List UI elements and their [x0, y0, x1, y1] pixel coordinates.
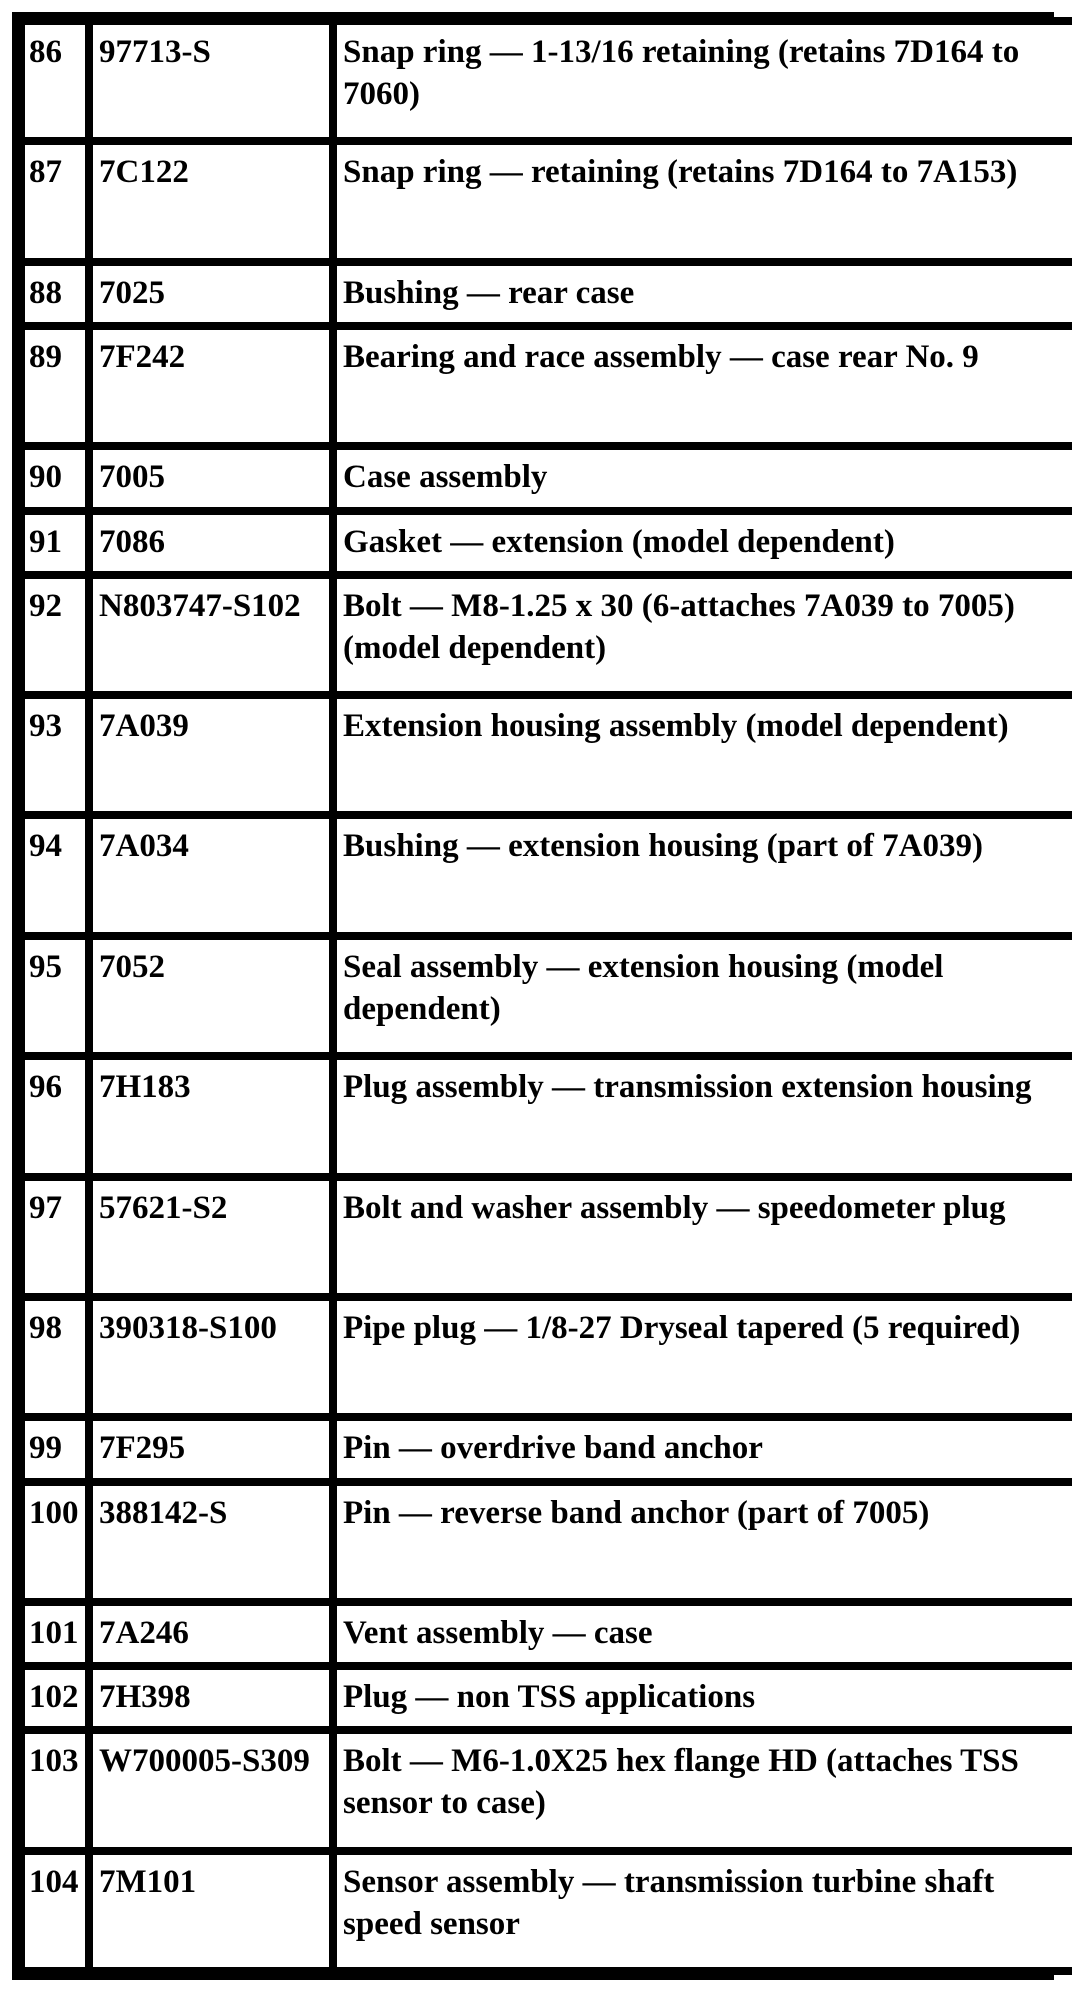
item-number-cell: 93	[25, 699, 85, 811]
table-row	[25, 1606, 1072, 1662]
part-number-cell: 7H398	[93, 1670, 329, 1726]
item-number-cell: 89	[25, 330, 85, 442]
item-number-cell: 92	[25, 579, 85, 691]
description-cell: Snap ring — retaining (retains 7D164 to 7A153)	[337, 145, 1072, 257]
parts-table	[17, 17, 1072, 1975]
part-number-cell: 7086	[93, 515, 329, 571]
description-cell: Bolt — M8-1.25 x 30 (6-attaches 7A039 to 7005) (model dependent)	[337, 579, 1072, 691]
part-number-cell: 7A034	[93, 819, 329, 931]
item-number-cell: 94	[25, 819, 85, 931]
description-cell: Plug — non TSS applications	[337, 1670, 1072, 1726]
part-number-cell: 7005	[93, 450, 329, 506]
table-row	[25, 699, 1072, 811]
part-number-cell: 388142-S	[93, 1486, 329, 1598]
description-cell: Bearing and race assembly — case rear No. 9	[337, 330, 1072, 442]
table-row	[25, 1855, 1072, 1967]
item-number-cell: 86	[25, 25, 85, 137]
description-cell: Bushing — rear case	[337, 266, 1072, 322]
item-number-cell: 88	[25, 266, 85, 322]
item-number-cell: 95	[25, 940, 85, 1052]
table-row	[25, 1486, 1072, 1598]
part-number-cell: 7A039	[93, 699, 329, 811]
part-number-cell: 390318-S100	[93, 1301, 329, 1413]
table-row	[25, 330, 1072, 442]
table-row	[25, 819, 1072, 931]
item-number-cell: 102	[25, 1670, 85, 1726]
description-cell: Bolt — M6-1.0X25 hex flange HD (attaches TSS sensor to case)	[337, 1734, 1072, 1846]
part-number-cell: 7M101	[93, 1855, 329, 1967]
description-cell: Pin — reverse band anchor (part of 7005)	[337, 1486, 1072, 1598]
part-number-cell: N803747-S102	[93, 579, 329, 691]
description-cell: Bolt and washer assembly — speedometer plug	[337, 1181, 1072, 1293]
description-cell: Seal assembly — extension housing (model dependent)	[337, 940, 1072, 1052]
item-number-cell: 99	[25, 1421, 85, 1477]
part-number-cell: 7C122	[93, 145, 329, 257]
description-cell: Extension housing assembly (model dependent)	[337, 699, 1072, 811]
table-row	[25, 1734, 1072, 1846]
item-number-cell: 96	[25, 1060, 85, 1172]
table-row	[25, 1301, 1072, 1413]
item-number-cell: 87	[25, 145, 85, 257]
description-cell: Pipe plug — 1/8-27 Dryseal tapered (5 required)	[337, 1301, 1072, 1413]
table-row	[25, 266, 1072, 322]
item-number-cell: 98	[25, 1301, 85, 1413]
part-number-cell: 7H183	[93, 1060, 329, 1172]
description-cell: Plug assembly — transmission extension housing	[337, 1060, 1072, 1172]
part-number-cell: 7F242	[93, 330, 329, 442]
description-cell: Sensor assembly — transmission turbine shaft speed sensor	[337, 1855, 1072, 1967]
description-cell: Vent assembly — case	[337, 1606, 1072, 1662]
parts-table-frame	[12, 12, 1054, 1980]
description-cell: Case assembly	[337, 450, 1072, 506]
item-number-cell: 100	[25, 1486, 85, 1598]
item-number-cell: 101	[25, 1606, 85, 1662]
description-cell: Gasket — extension (model dependent)	[337, 515, 1072, 571]
table-row	[25, 940, 1072, 1052]
table-row	[25, 450, 1072, 506]
table-row	[25, 1670, 1072, 1726]
part-number-cell: W700005-S309	[93, 1734, 329, 1846]
part-number-cell: 7A246	[93, 1606, 329, 1662]
table-row	[25, 579, 1072, 691]
item-number-cell: 90	[25, 450, 85, 506]
item-number-cell: 103	[25, 1734, 85, 1846]
part-number-cell: 7052	[93, 940, 329, 1052]
table-row	[25, 1421, 1072, 1477]
table-row	[25, 1060, 1072, 1172]
table-row	[25, 25, 1072, 137]
item-number-cell: 104	[25, 1855, 85, 1967]
part-number-cell: 7025	[93, 266, 329, 322]
item-number-cell: 91	[25, 515, 85, 571]
part-number-cell: 57621-S2	[93, 1181, 329, 1293]
part-number-cell: 97713-S	[93, 25, 329, 137]
part-number-cell: 7F295	[93, 1421, 329, 1477]
table-row	[25, 515, 1072, 571]
table-row	[25, 1181, 1072, 1293]
table-row	[25, 145, 1072, 257]
description-cell: Bushing — extension housing (part of 7A039)	[337, 819, 1072, 931]
description-cell: Pin — overdrive band anchor	[337, 1421, 1072, 1477]
item-number-cell: 97	[25, 1181, 85, 1293]
description-cell: Snap ring — 1-13/16 retaining (retains 7D164 to 7060)	[337, 25, 1072, 137]
